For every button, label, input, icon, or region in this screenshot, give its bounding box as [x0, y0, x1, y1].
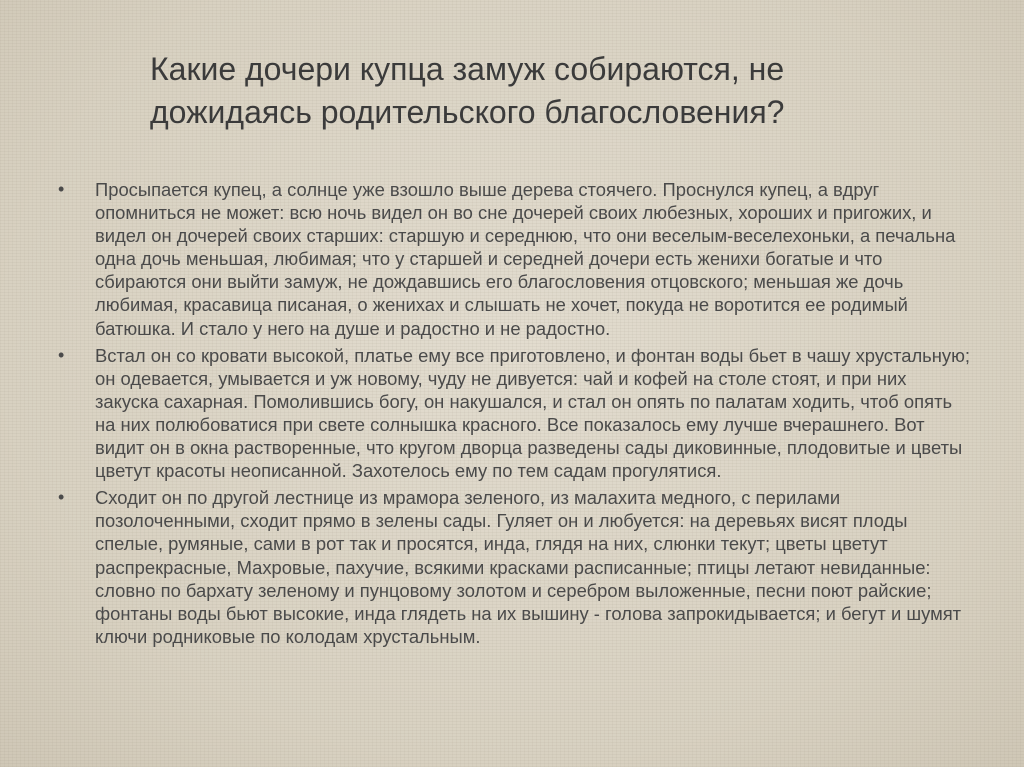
bullet-list	[58, 178, 973, 652]
bullet-paragraph-1	[58, 178, 973, 340]
bullet-text: Сходит он по другой лестнице из мрамора зеленого, из малахита медного, с перилами позолоченными, сходит прямо в зелены сады. Гуляет он и любуется: на деревьях висят плоды спелые, румяные, сами в рот так и просятся, инда, глядя на них, слюнки текут; цветы цветут распрекрасные, Махровые, пахучие, всякими красками расписанные; птицы летают невиданные: словно по бархату зеленому и пунцовому золотом и серебром выложенные, песни поют райские; фонтаны воды бьют высокие, инда глядеть на их вышину - голова запрокидывается; и бегут и шумят ключи родниковые по колодам хрустальным.	[95, 487, 962, 647]
bullet-paragraph-2	[58, 344, 973, 483]
bullet-text: Встал он со кровати высокой, платье ему все приготовлено, и фонтан воды бьет в чашу хрустальную; он одевается, умывается и уж новому, чуду не дивуется: чай и кофей на столе стоят, и при них закуска сахарная. Помолившись богу, он накушался, и стал он опять по палатам ходить, чтоб опять на них полюбоватися при свете солнышка красного. Все показалось ему лучше вчерашнего. Вот видит он в окна растворенные, что кругом дворца разведены сады диковинные, плодовитые и цветы цветут красоты неописанной. Захотелось ему по тем садам прогулятися.	[95, 344, 971, 482]
bullet-text: Просыпается купец, а солнце уже взошло выше дерева стоячего. Проснулся купец, а вдруг опомниться не может: всю ночь видел он во сне дочерей своих любезных, хороших и пригожих, и видел он дочерей своих старших: старшую и середнюю, что они веселым-веселехоньки, а печальна одна дочь меньшая, любимая; что у старшей и середней дочери есть женихи богатые и что сбираются они выйти замуж, не дождавшись его благословения отцовского; меньшая же дочь любимая, красавица писаная, о женихах и слышать не хочет, покуда не воротится ее родимый батюшка. И стало у него на душе и радостно и не радостно.	[95, 179, 956, 339]
bullet-icon: •	[58, 179, 65, 199]
bullet-icon: •	[58, 344, 65, 365]
slide-title: Какие дочери купца замуж собираются, не дожидаясь родительского благословения?	[150, 51, 785, 130]
bullet-paragraph-3	[58, 486, 973, 648]
bullet-icon: •	[58, 487, 65, 508]
